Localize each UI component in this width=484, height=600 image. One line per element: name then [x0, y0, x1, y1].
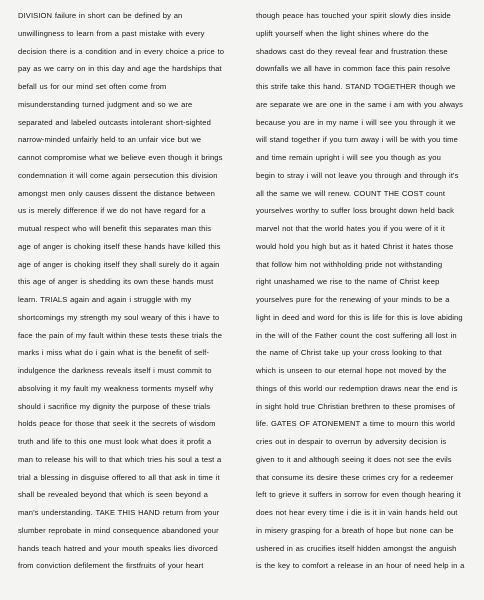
text-line: narrow-minded unfairly held to an unfair vice but we [18, 135, 202, 145]
text-line: begin to stray i will not leave you through and through it's [256, 170, 459, 180]
text-line: indulgence the darkness reveals itself i must commit to [18, 366, 212, 375]
text-line: cannot compromise what we believe even though it brings [18, 153, 223, 162]
text-line: does not hear every time i die is it in vain hands held out [256, 508, 458, 517]
text-line: is the key to comfort a release in an hour of need help in a [256, 561, 465, 571]
text-line: shadows cast do they reveal fear and frustration these [256, 46, 448, 56]
text-line: shortcomings my strength my soul weary of this i have to [18, 312, 220, 322]
text-line: this age of anger is shedding its own these hands must [18, 277, 214, 287]
text-line: holds peace for those that seek it the secrets of wisdom [18, 419, 216, 429]
text-line: age of anger is choking itself they shall surely do it again [18, 259, 220, 269]
text-line: this strife take this hand. STAND TOGETHER though we [256, 82, 456, 91]
text-line: us is merely difference if we do not have regard for a [18, 206, 206, 216]
text-line: that consume its desire these crimes cry for a redeemer [256, 472, 454, 482]
text-line: would hold you high but as it hated Christ it hates those [256, 241, 454, 251]
right-text-column [256, 7, 476, 575]
text-line: absolving it my fault my weakness torments myself why [18, 383, 214, 393]
text-line: yourselves pure for the renewing of your minds to be a [256, 295, 450, 304]
text-line: things of this world our redemption draws near the end is [256, 383, 458, 393]
text-line: separated and labeled outcasts intolerant short-sighted [18, 117, 211, 127]
text-line: unwillingness to learn from a past mistake with every [18, 28, 205, 38]
text-line: the name of Christ take up your cross looking to that [256, 348, 442, 358]
text-line: are separate we are one in the same i am with you always [256, 99, 464, 109]
text-line: face the pain of my fault within these tests these trials the [18, 330, 223, 340]
text-line: that follow him not withholding pride not withstanding [256, 259, 443, 269]
text-line: trial a blessing in disguise offered to all that ask in time it [18, 472, 220, 482]
text-line: shall be revealed beyond that which is seen beyond a [18, 490, 208, 500]
text-line: marvel not that the world hates you if you were of it it [256, 224, 445, 233]
text-line: uplift yourself when the light shines where do the [256, 28, 429, 38]
text-line: downfalls we all have in common face this pain resolve [256, 64, 451, 74]
text-line: in the will of the Father count the cost suffering all lost in [256, 330, 457, 340]
text-line: condemnation it will come again persecution this division [18, 170, 218, 180]
text-line: hands teach hatred and your mouth speaks lies divorced [18, 543, 218, 553]
text-line: cries out in despair to overrun by adversity decision is [256, 437, 447, 446]
text-line: because you are in my name i will see you through it we [256, 117, 456, 127]
text-line: in sight hold true Christian brethren to these promises of [256, 401, 455, 411]
text-line: which is unseen to our eternal hope not moved by the [256, 366, 447, 375]
text-line: left to grieve it suffers in sorrow for even though hearing it [256, 490, 461, 500]
text-line: misunderstanding turned judgment and so we are [18, 99, 193, 109]
text-line: life. GATES OF ATONEMENT a time to mourn this world [256, 419, 455, 429]
text-line: befall us for our mind set often come from [18, 82, 167, 91]
text-line: from conviction defilement the firstfruits of your heart [18, 561, 204, 571]
text-line: truth and life to this one must look what does it profit a [18, 437, 212, 446]
text-line: light in deed and word for this is life for this is love abiding [256, 312, 463, 322]
text-line: decision there is a condition and in every choice a price to [18, 46, 225, 56]
text-line: man's understanding. TAKE THIS HAND return from your [18, 508, 220, 517]
text-line: though peace has touched your spirit slowly dies inside [256, 11, 451, 20]
text-line: given to it and although seeing it does not see the evils [256, 454, 452, 464]
text-line: man to release his will to that which tries his soul a test a [18, 454, 222, 464]
text-line: marks i miss what do i gain what is the benefit of self- [18, 348, 209, 358]
text-line: will stand together if you turn away i will be with you time [256, 135, 458, 145]
text-line: should i sacrifice my dignity the purpose of these trials [18, 401, 211, 411]
text-line: DIVISION failure in short can be defined by an [18, 11, 183, 20]
text-line: in misery grasping for a breath of hope but none can be [256, 525, 454, 535]
text-line: all the same we will renew. COUNT THE COST count [256, 188, 446, 198]
text-line: age of anger is choking itself these hands have killed this [18, 241, 221, 251]
text-line: mutual respect who will benefit this separates man this [18, 224, 212, 233]
text-line: ushered in as crucifies itself hidden amongst the anguish [256, 543, 457, 553]
text-line: yourselves worthy to suffer loss brought down held back [256, 206, 455, 216]
text-line: right unashamed we rise to the name of Christ keep [256, 277, 440, 287]
text-line: and time remain upright i will see you though as you [256, 153, 441, 162]
text-line: slumber reprobate in mind consequence abandoned your [18, 525, 219, 535]
left-text-column [18, 7, 246, 575]
text-line: amongst men only causes dissent the distance between [18, 188, 215, 198]
text-line: learn. TRIALS again and again i struggle with my [18, 295, 192, 304]
text-line: pay as we carry on in this day and age the hardships that [18, 64, 222, 74]
